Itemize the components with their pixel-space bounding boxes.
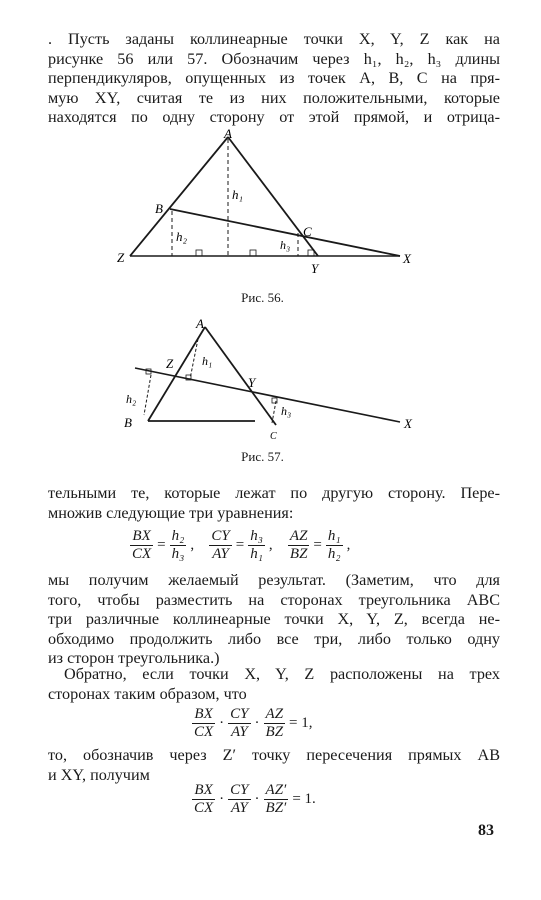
page-number: 83 [478,822,494,839]
equation-product: $\frac{BX}{CX}$ · $\frac{CY}{AY}$ · $\frac{AZ}{BZ}$ = 1, [194,706,313,740]
label-h2: h₂ [176,229,188,244]
side-ab [148,327,205,421]
paragraph-result [48,571,500,669]
paragraph-intro [48,30,500,128]
text-line: из сторон треугольника.) [48,649,220,667]
text-line: и XY, получим [48,765,150,784]
text-line: три различные коллинеарные точки X, Y, Z, всегда не- [48,610,500,628]
text-line: мую XY, считая те из них положительными, которые [48,88,500,107]
figure-57 [0,315,541,475]
text-line: мы получим желаемый результат. (Заметим, что для [48,571,500,589]
label-h1: h₁ [232,187,244,202]
height-h2 [144,375,151,415]
text-line: Обратно, если точки X, Y, Z расположены на трех [64,665,500,683]
label-x: X [404,416,412,431]
text-line: обходимо продолжить либо все три, либо только одну [48,629,500,648]
label-y: Y [311,261,319,276]
figure-56-caption: Рис. 56. [241,290,284,305]
label-h3: h₃ [280,238,291,252]
label-b: B [124,415,132,430]
label-z: Z [117,250,125,265]
label-x: X [403,251,411,266]
text-line: то, обозначив через Z′ точку пересечения прямых AB [48,746,500,764]
label-h3: h₃ [281,404,292,418]
label-c: C [270,431,277,442]
label-y: Y [248,375,256,390]
label-z: Z [166,356,174,371]
label-a: A [224,126,232,141]
paragraph-converse [48,665,500,704]
figure-56 [0,125,541,315]
paragraph-zprime [48,746,500,785]
label-h1: h₁ [202,354,213,368]
text-line: перпендикуляров, опущенных из точек A, B, C на пря- [48,69,500,87]
label-a: A [196,316,204,331]
text-line: множив следующие три уравнения: [48,503,294,522]
text-line: рисунке 56 или 57. Обозначим через h₁, h₂, h₃ длины [48,49,500,68]
label-b: B [155,201,163,216]
text-line: сторонах таким образом, что [48,684,247,703]
paragraph-multiply [48,484,500,523]
text-line: тельными те, которые лежат по другую сторону. Пере- [48,484,500,502]
equation-ratios: $\frac{BX}{CX}$ = $\frac{\text{h₂}}{\text{h₃}}$ , $\frac{CY}{AY}$ = $\frac{\text{h₃}}{\text{h₁}}$ , $\frac{AZ}{BZ}$ = $\frac{\text{h₁}}{\text{h₂}}$ , [132,528,351,562]
label-c: C [303,224,312,239]
text-line: находятся по одну сторону от этой прямой, и отрица- [48,108,500,126]
text-line: того, чтобы разместить на сторонах треугольника ABC [48,590,500,609]
figure-57-caption: Рис. 57. [241,449,284,464]
figure-57-diagram [0,315,541,465]
equation-product-prime: $\frac{BX}{CX}$ · $\frac{CY}{AY}$ · $\frac{AZ'}{BZ'}$ = 1. [194,782,316,816]
side-ac [205,327,276,425]
label-h2: h₂ [126,392,137,406]
text-line: . Пусть заданы коллинеарные точки X, Y, Z как на [48,30,500,48]
figure-56-diagram [0,125,541,315]
